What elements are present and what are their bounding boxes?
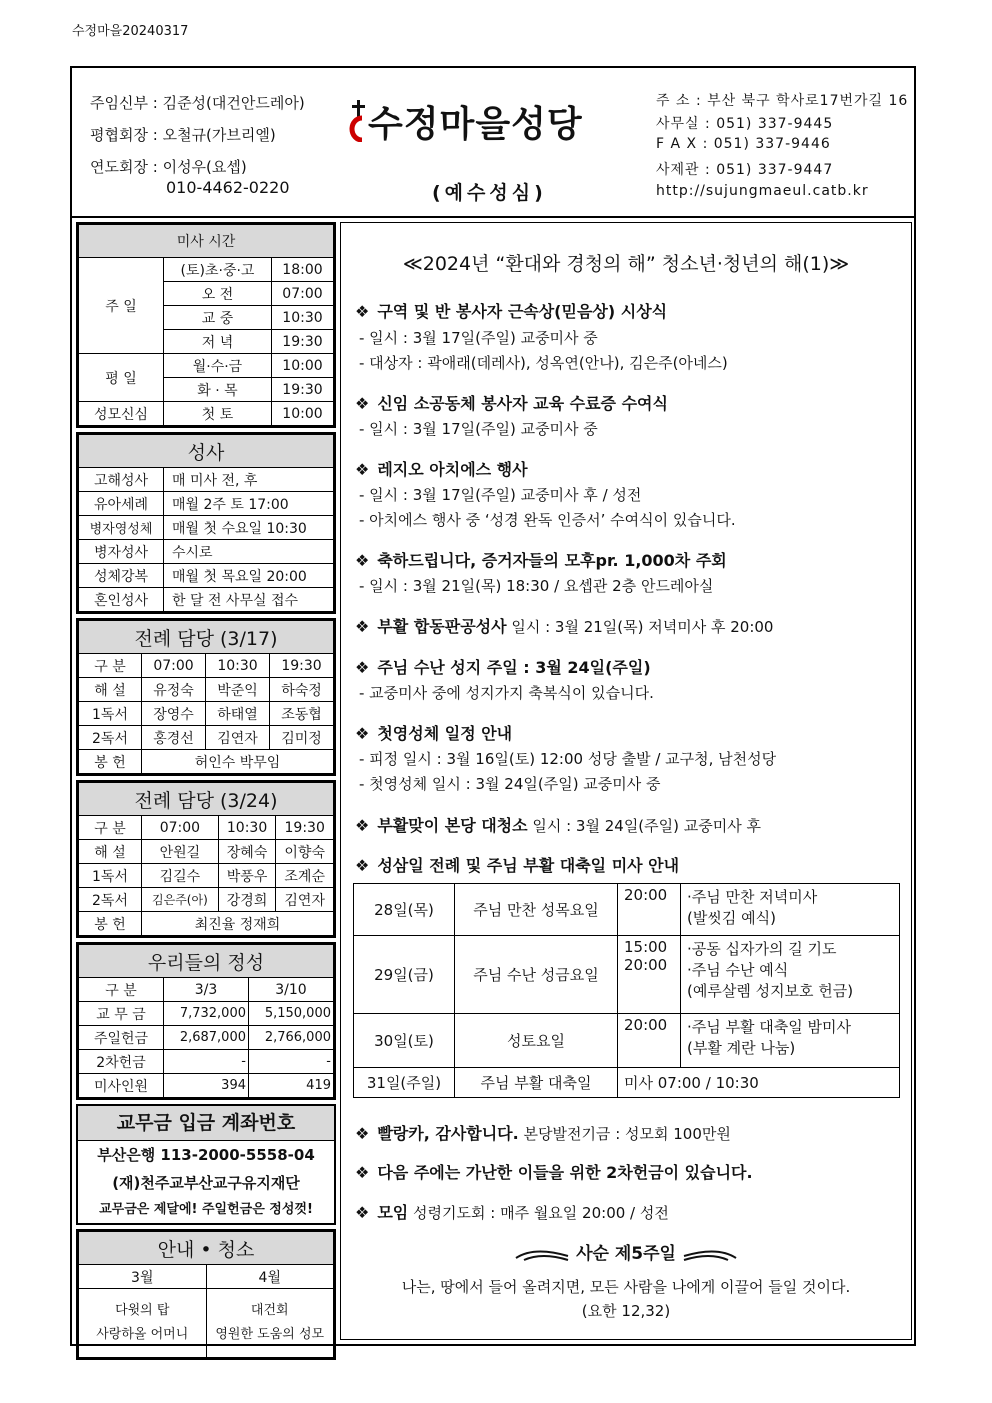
mass-cell: 10:30	[271, 306, 333, 330]
offerings-header: 3/3	[164, 978, 249, 1002]
notice-line: - 교중미사 중에 성지가지 축복식이 있습니다.	[359, 684, 654, 702]
offerings-value: 7,732,000	[164, 1002, 249, 1026]
liturgy-cell: 1독서	[79, 864, 142, 888]
liturgy-cell: 하숙정	[270, 678, 334, 702]
liturgy-cell: 강경희	[218, 888, 276, 912]
notice-heading	[355, 853, 679, 876]
offerings-value: -	[249, 1050, 334, 1074]
diamond-bullet-icon: ❖	[355, 1203, 370, 1222]
liturgy-cell: 이향숙	[276, 840, 334, 864]
liturgy-cell: 1독서	[79, 702, 142, 726]
cleaning-month: 3월	[79, 1265, 207, 1289]
notice-heading	[355, 1200, 669, 1223]
liturgy-cell: 구 분	[79, 816, 142, 840]
mass-cell: (토)초·중·고	[164, 258, 272, 282]
prayer-line	[90, 156, 247, 177]
sacrament-name: 병자성사	[79, 540, 164, 564]
prayer-name: 이성우(요셉)	[162, 158, 247, 176]
cleaning-box	[76, 1229, 336, 1360]
cleaning-month: 4월	[206, 1265, 334, 1289]
bank-account: 부산은행 113-2000-5558-04	[97, 1146, 315, 1164]
sacrament-name: 고해성사	[79, 468, 164, 492]
cleaning-title: 안내 • 청소	[79, 1232, 334, 1265]
notice-tail: 본당발전기금 : 성모회 100만원	[518, 1125, 731, 1143]
offerings-value: -	[164, 1050, 249, 1074]
council-name: 오철규(가브리엘)	[162, 126, 276, 144]
diamond-bullet-icon: ❖	[355, 658, 370, 677]
liturgy-0324-title: 전례 담당 (3/24)	[79, 783, 334, 816]
offerings-value: 2,687,000	[164, 1026, 249, 1050]
notice-heading	[355, 614, 773, 637]
account-box	[76, 1104, 336, 1225]
offerings-header: 구 분	[79, 978, 164, 1002]
notice-heading	[355, 457, 528, 480]
sacrament-name: 혼인성사	[79, 588, 164, 612]
notice-line: - 일시 : 3월 17일(주일) 교중미사 중	[359, 420, 598, 438]
liturgy-cell: 07:00	[142, 816, 219, 840]
notice-heading	[355, 721, 512, 744]
diamond-bullet-icon: ❖	[355, 617, 370, 636]
week-title	[341, 1239, 911, 1264]
mass-times-box	[76, 222, 336, 428]
mass-cell: 첫 토	[164, 402, 272, 426]
notice-head: 부활맞이 본당 대청소	[377, 816, 528, 835]
liturgy-cell: 2독서	[79, 726, 142, 750]
notice-head: 부활 합동판공성사	[377, 617, 507, 636]
prayer-label: 연도회장 :	[90, 158, 158, 176]
notice-head: 축하드립니다, 증거자들의 모후pr. 1,000차 주회	[377, 551, 727, 570]
holy-date: 30일(토)	[354, 1014, 455, 1068]
diamond-bullet-icon: ❖	[355, 1124, 370, 1143]
notice-heading	[355, 1121, 731, 1144]
document-id: 수정마을20240317	[72, 24, 189, 39]
office-phone: 사무실 : 051) 337-9445	[656, 116, 834, 132]
holy-name: 주님 부활 대축일	[455, 1068, 618, 1098]
notice-tail: 일시 : 3월 21일(목) 저녁미사 후 20:00	[506, 618, 774, 636]
liturgy-cell: 김미정	[270, 726, 334, 750]
notice-heading	[355, 299, 667, 322]
mass-cell: 19:30	[271, 330, 333, 354]
notice-head: 신임 소공동체 봉사자 교육 수료증 수여식	[377, 394, 668, 413]
notice-line: - 일시 : 3월 21일(목) 18:30 / 요셉관 2층 안드레아실	[359, 577, 714, 595]
sacrament-name: 유아세례	[79, 492, 164, 516]
scripture-quote	[341, 1275, 911, 1323]
holy-time: 20:00	[618, 1014, 681, 1068]
liturgy-cell: 10:30	[218, 816, 276, 840]
mass-cell: 월·수·금	[164, 354, 272, 378]
offerings-header: 3/10	[249, 978, 334, 1002]
liturgy-cell: 김은주(아)	[142, 888, 219, 912]
quote-text: 나는, 땅에서 들어 올려지면, 모든 사람을 나에게 이끌어 들일 것이다.	[401, 1278, 851, 1296]
notice-line: - 일시 : 3월 17일(주일) 교중미사 후 / 성전	[359, 486, 642, 504]
holy-name: 주님 만찬 성목요일	[455, 884, 618, 936]
notice-line: - 일시 : 3월 17일(주일) 교중미사 중	[359, 329, 598, 347]
holy-time: 15:00 20:00	[618, 936, 681, 1014]
mass-cell: 10:00	[271, 402, 333, 426]
pastor-name: 김준성(대건안드레아)	[162, 94, 305, 112]
mass-cell: 19:30	[271, 378, 333, 402]
account-note: 교무금은 제달에! 주일헌금은 정성껏!	[99, 1202, 313, 1217]
offering-names: 최진율 정재희	[142, 912, 334, 936]
holy-date: 29일(금)	[354, 936, 455, 1014]
liturgy-cell: 2독서	[79, 888, 142, 912]
holy-desc: ·주님 부활 대축일 밤미사 (부활 계란 나눔)	[681, 1014, 900, 1068]
sacrament-time: 매월 첫 목요일 20:00	[164, 564, 334, 588]
notice-line: - 첫영성체 일시 : 3월 24일(주일) 교중미사 중	[359, 775, 661, 793]
liturgy-cell: 19:30	[270, 654, 334, 678]
notice-heading	[355, 813, 761, 836]
liturgy-cell: 안원길	[142, 840, 219, 864]
diamond-bullet-icon: ❖	[355, 724, 370, 743]
account-title: 교무금 입금 계좌번호	[78, 1106, 334, 1141]
liturgy-cell: 박풍우	[218, 864, 276, 888]
notice-tail: 일시 : 3월 24일(주일) 교중미사 후	[527, 817, 761, 835]
sacrament-time: 매월 첫 수요일 10:30	[164, 516, 334, 540]
liturgy-cell: 19:30	[276, 816, 334, 840]
notice-line: - 피정 일시 : 3월 16일(토) 12:00 성당 출발 / 교구청, 남천성당	[359, 750, 777, 768]
sacrament-time: 한 달 전 사무실 접수	[164, 588, 334, 612]
cleaning-group: 영원한 도움의 성모	[215, 1327, 325, 1342]
holy-date: 28일(목)	[354, 884, 455, 936]
church-title: 수정마을성당	[368, 104, 583, 145]
mass-cell: 07:00	[271, 282, 333, 306]
header	[72, 68, 914, 218]
phone-left: 010-4462-0220	[166, 178, 290, 197]
liturgy-cell: 김연자	[276, 888, 334, 912]
notice-line: - 아치에스 행사 중 ‘성경 완독 인증서’ 수여식이 있습니다.	[359, 511, 736, 529]
liturgy-0317-box	[76, 618, 336, 776]
diamond-bullet-icon: ❖	[355, 394, 370, 413]
cleaning-march	[79, 1289, 207, 1358]
liturgy-cell: 김연자	[206, 726, 270, 750]
offerings-value: 419	[249, 1074, 334, 1098]
pastor-line	[90, 92, 305, 113]
liturgy-0324-box	[76, 780, 336, 938]
offerings-label: 2차헌금	[79, 1050, 164, 1074]
offerings-value: 5,150,000	[249, 1002, 334, 1026]
offerings-title: 우리들의 정성	[79, 945, 334, 978]
diamond-bullet-icon: ❖	[355, 1163, 370, 1182]
diamond-bullet-icon: ❖	[355, 551, 370, 570]
sacraments-title: 성사	[79, 435, 334, 468]
cleaning-group: 대건회	[250, 1303, 289, 1318]
liturgy-cell: 조동협	[270, 702, 334, 726]
church-logo-icon	[346, 100, 370, 142]
holy-name: 주님 수난 성금요일	[455, 936, 618, 1014]
sunday-label: 주 일	[79, 258, 164, 354]
offerings-label: 미사인원	[79, 1074, 164, 1098]
address: 주 소 : 부산 북구 학사로17번가길 16	[656, 93, 909, 109]
liturgy-cell: 유정숙	[142, 678, 206, 702]
notice-head: 구역 및 반 봉사자 근속상(믿음상) 시상식	[377, 302, 668, 321]
mass-cell: 18:00	[271, 258, 333, 282]
sacrament-name: 성체강복	[79, 564, 164, 588]
holy-date: 31일(주일)	[354, 1068, 455, 1098]
holy-desc: ·주님 만찬 저녁미사 (발씻김 예식)	[681, 884, 900, 936]
weekday-label: 평 일	[79, 354, 164, 402]
liturgy-cell: 하태열	[206, 702, 270, 726]
liturgy-cell: 홍경선	[142, 726, 206, 750]
notice-head: 빨랑카, 감사합니다.	[377, 1124, 519, 1143]
rectory-phone: 사제관 : 051) 337-9447	[656, 162, 834, 178]
notices-panel	[340, 222, 912, 1340]
mass-cell: 교 중	[164, 306, 272, 330]
council-label: 평협회장 :	[90, 126, 158, 144]
diamond-bullet-icon: ❖	[355, 816, 370, 835]
notices-title: ≪2024년 “환대와 경청의 해” 청소년·청년의 해(1)≫	[402, 253, 850, 275]
council-line	[90, 124, 276, 145]
notice-heading	[355, 548, 727, 571]
sacrament-time: 수시로	[164, 540, 334, 564]
liturgy-cell: 해 설	[79, 678, 142, 702]
notice-heading	[355, 655, 651, 678]
cleaning-april	[206, 1289, 334, 1358]
notice-head: 주님 수난 성지 주일 : 3월 24일(주일)	[377, 658, 651, 677]
offering-label: 봉 헌	[79, 912, 142, 936]
liturgy-cell: 박준익	[206, 678, 270, 702]
liturgy-cell: 장혜숙	[218, 840, 276, 864]
liturgy-cell: 구 분	[79, 654, 142, 678]
week-title-text: 사순 제5주일	[576, 1244, 676, 1264]
notice-tail: 성령기도회 : 매주 월요일 20:00 / 성전	[408, 1204, 669, 1222]
bulletin-frame	[70, 66, 916, 1346]
mass-cell: 10:00	[271, 354, 333, 378]
offerings-value: 2,766,000	[249, 1026, 334, 1050]
holy-time: 미사 07:00 / 10:30	[618, 1068, 900, 1098]
pastor-label: 주임신부 :	[90, 94, 158, 112]
holy-week-table	[353, 883, 900, 1098]
offering-names: 허인수 박무임	[142, 750, 334, 774]
offerings-label: 교 무 금	[79, 1002, 164, 1026]
offerings-box	[76, 942, 336, 1100]
quote-reference: (요한 12,32)	[581, 1302, 671, 1320]
notice-head: 모임	[377, 1203, 409, 1222]
mass-cell: 오 전	[164, 282, 272, 306]
offerings-value: 394	[164, 1074, 249, 1098]
website-link[interactable]: http://sujungmaeul.catb.kr	[656, 183, 869, 199]
notice-line: - 대상자 : 곽애래(데레사), 성옥연(안나), 김은주(아네스)	[359, 354, 728, 372]
sacrament-time: 매월 2주 토 17:00	[164, 492, 334, 516]
sacrament-name: 병자영성체	[79, 516, 164, 540]
notice-heading	[355, 391, 668, 414]
liturgy-cell: 07:00	[142, 654, 206, 678]
notice-head: 레지오 아치에스 행사	[377, 460, 528, 479]
right-ornament-icon	[682, 1244, 738, 1264]
holy-desc: ·공동 십자가의 길 기도 ·주님 수난 예식 (예루살렘 성지보호 헌금)	[681, 936, 900, 1014]
notice-head: 다음 주에는 가난한 이들을 위한 2차헌금이 있습니다.	[377, 1163, 753, 1182]
offerings-label: 주일헌금	[79, 1026, 164, 1050]
diamond-bullet-icon: ❖	[355, 460, 370, 479]
offering-label: 봉 헌	[79, 750, 142, 774]
cleaning-group: 다윗의 탑	[115, 1303, 170, 1318]
liturgy-0317-title: 전례 담당 (3/17)	[79, 621, 334, 654]
notice-heading	[355, 1160, 753, 1183]
diamond-bullet-icon: ❖	[355, 302, 370, 321]
left-ornament-icon	[514, 1244, 570, 1264]
diamond-bullet-icon: ❖	[355, 856, 370, 875]
notice-head: 성삼일 전례 및 주님 부활 대축일 미사 안내	[377, 856, 680, 875]
mass-cell: 성모신심	[79, 402, 164, 426]
liturgy-cell: 10:30	[206, 654, 270, 678]
mass-title: 미사 시간	[79, 225, 334, 258]
sacrament-time: 매 미사 전, 후	[164, 468, 334, 492]
mass-cell: 화 · 목	[164, 378, 272, 402]
account-holder: (재)천주교부산교구유지재단	[112, 1174, 300, 1192]
liturgy-cell: 김길수	[142, 864, 219, 888]
notice-head: 첫영성체 일정 안내	[377, 724, 513, 743]
cleaning-group: 사랑하올 어머니	[96, 1327, 189, 1342]
liturgy-cell: 조계순	[276, 864, 334, 888]
liturgy-cell: 장영수	[142, 702, 206, 726]
left-column	[76, 222, 336, 1364]
mass-cell: 저 녁	[164, 330, 272, 354]
sacraments-box	[76, 432, 336, 614]
fax: F A X : 051) 337-9446	[656, 136, 831, 152]
liturgy-cell: 해 설	[79, 840, 142, 864]
holy-time: 20:00	[618, 884, 681, 936]
holy-name: 성토요일	[455, 1014, 618, 1068]
slogan: (예수성심)	[432, 182, 547, 204]
